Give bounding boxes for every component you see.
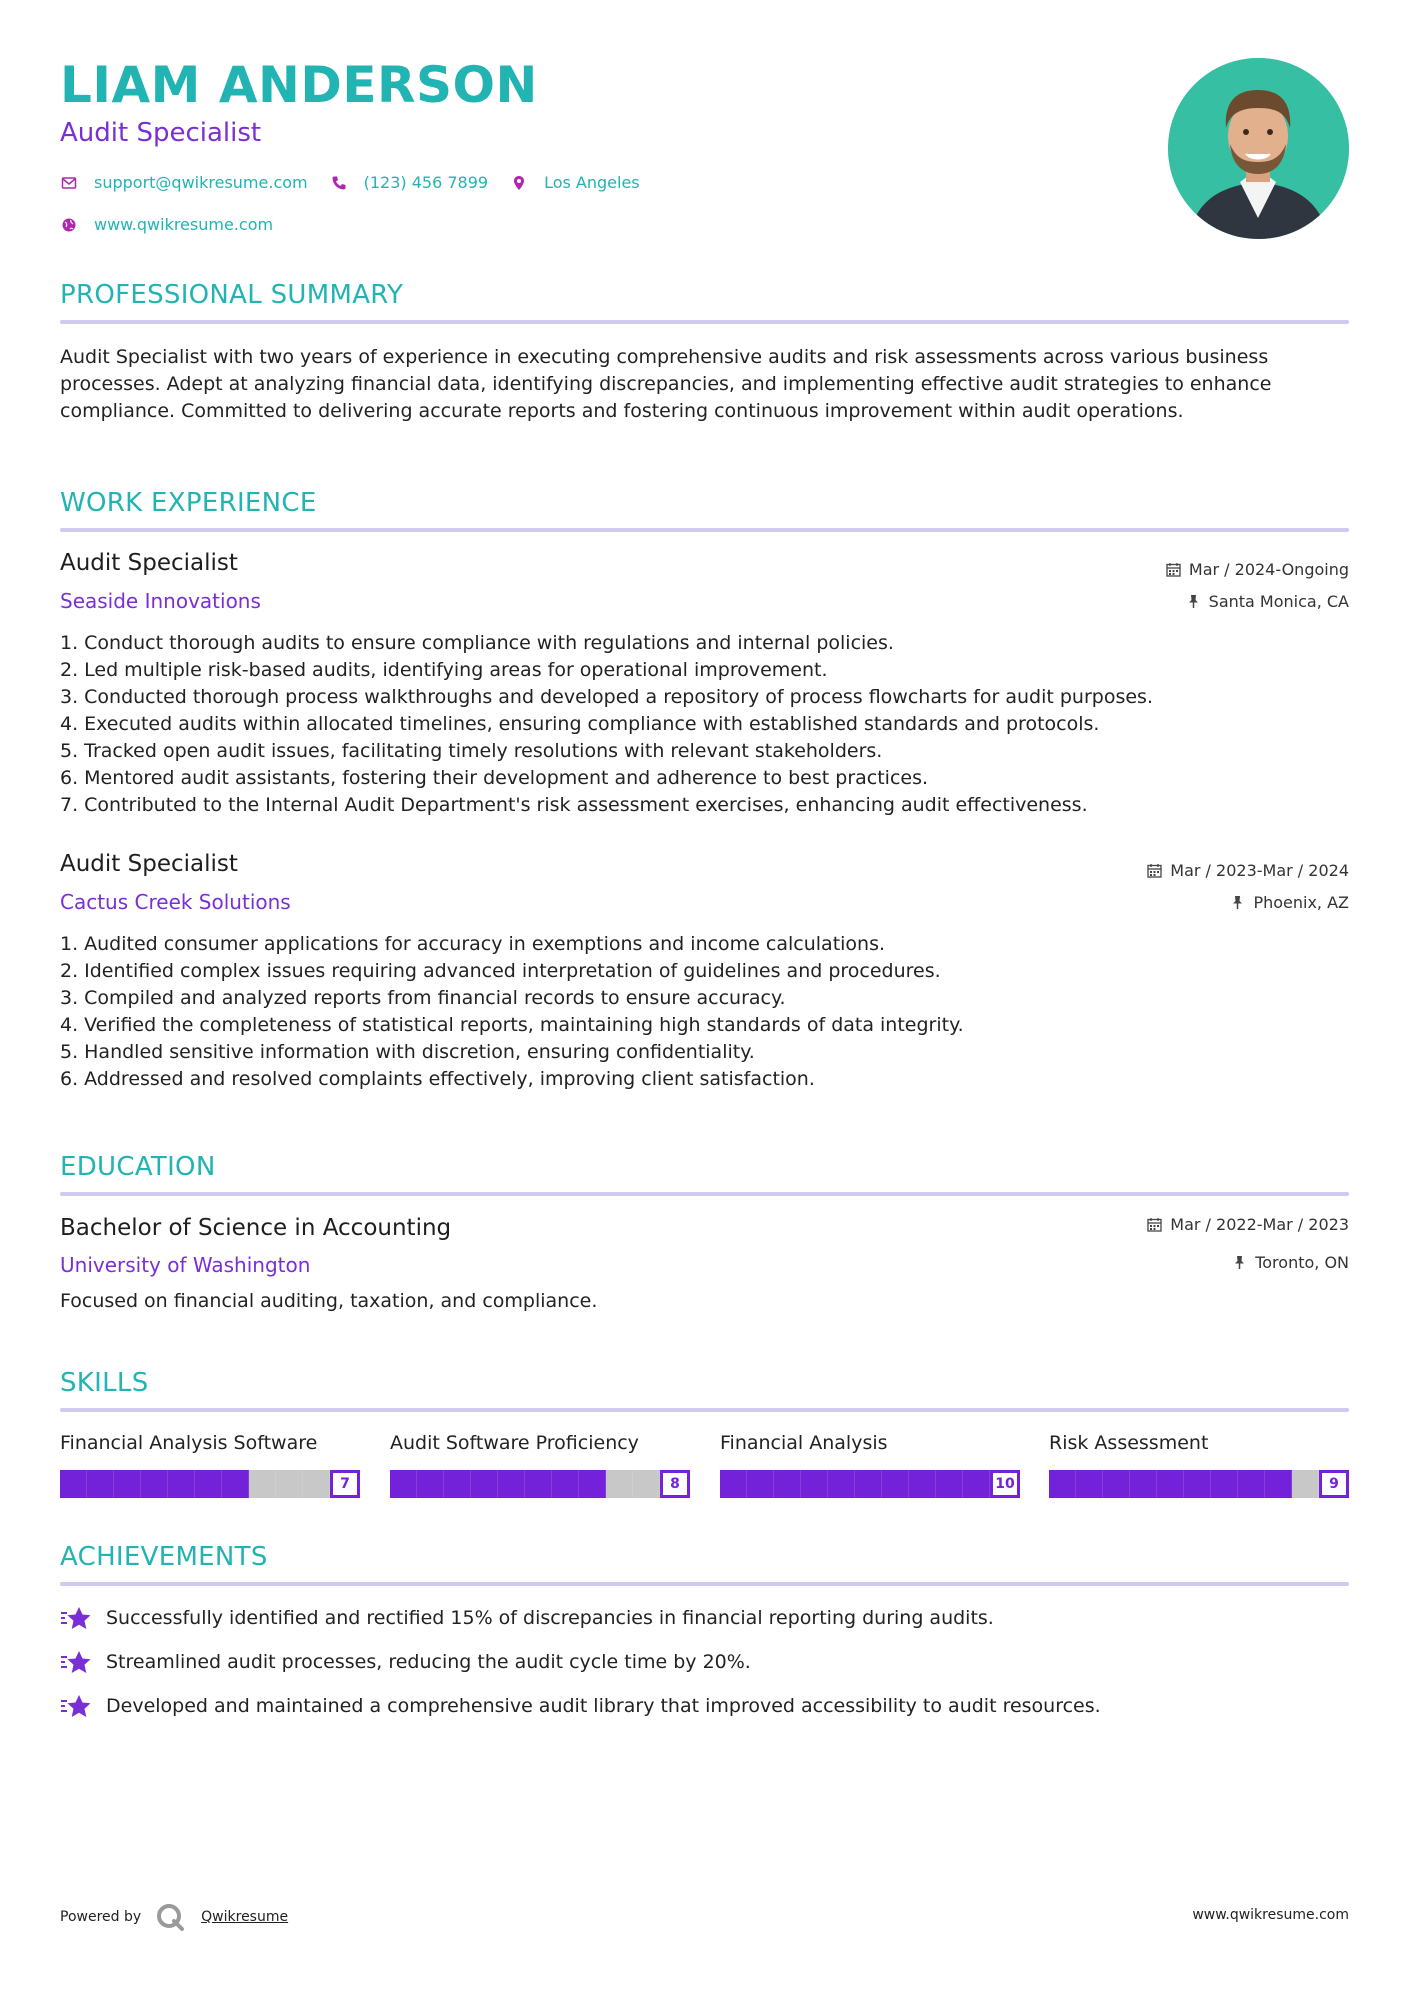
contact-email[interactable]: [60, 173, 308, 192]
education-description: Focused on financial auditing, taxation, and compliance.: [60, 1290, 598, 1312]
education-heading: EDUCATION: [60, 1152, 216, 1182]
job-company: Seaside Innovations: [60, 589, 261, 613]
list-number: 6.: [60, 1068, 79, 1090]
job-dates: [1166, 560, 1349, 579]
skill-segment: [882, 1470, 909, 1498]
map-pin-icon: [510, 174, 528, 192]
section-divider: [60, 528, 1349, 532]
skill-segment: [1076, 1470, 1103, 1498]
list-item: [60, 1012, 1340, 1039]
skill-item: [390, 1432, 690, 1492]
list-item: [60, 630, 1340, 657]
list-item-text: Conduct thorough audits to ensure compliance with regulations and internal policies.: [84, 632, 894, 654]
contact-row: [60, 173, 662, 192]
experience-section: [60, 488, 1349, 532]
list-item-text: Verified the completeness of statistical reports, maintaining high standards of data integrity.: [84, 1014, 964, 1036]
skill-segment: [1103, 1470, 1130, 1498]
skills-section: [60, 1368, 1349, 1412]
phone-text: (123) 456 7899: [363, 173, 489, 192]
list-item-text: Conducted thorough process walkthroughs and developed a repository of process flowcharts for audit purposes.: [84, 686, 1153, 708]
skill-segment: [801, 1470, 828, 1498]
skill-segment: [1049, 1470, 1076, 1498]
list-item-text: Identified complex issues requiring advanced interpretation of guidelines and procedures.: [84, 960, 941, 982]
skill-segment: [249, 1470, 276, 1498]
achievement-text: Successfully identified and rectified 15% of discrepancies in financial reporting during audits.: [106, 1607, 994, 1629]
skill-name: Risk Assessment: [1049, 1432, 1209, 1454]
candidate-name: LIAM ANDERSON: [60, 56, 538, 114]
list-item: [60, 958, 1340, 985]
powered-by-label: Powered by: [60, 1909, 142, 1925]
list-item-text: Compiled and analyzed reports from financial records to ensure accuracy.: [84, 987, 786, 1009]
list-number: 7.: [60, 794, 79, 816]
list-number: 5.: [60, 1041, 79, 1063]
list-item: [60, 1066, 1340, 1093]
achievements-section: [60, 1542, 1349, 1586]
contact-location: [510, 173, 640, 192]
list-item: [60, 985, 1340, 1012]
skill-level-badge: 8: [660, 1470, 690, 1498]
list-item-text: Led multiple risk-based audits, identifying areas for operational improvement.: [84, 659, 828, 681]
skill-segment: [963, 1470, 990, 1498]
globe-icon: [60, 216, 78, 234]
email-text: support@qwikresume.com: [94, 173, 308, 192]
list-number: 2.: [60, 960, 79, 982]
skill-name: Financial Analysis Software: [60, 1432, 318, 1454]
qwikresume-logo-icon: [155, 1902, 185, 1932]
summary-heading: PROFESSIONAL SUMMARY: [60, 280, 404, 310]
skill-segment: [222, 1470, 249, 1498]
list-item: [60, 684, 1340, 711]
list-item: [60, 657, 1340, 684]
summary-section: [60, 280, 1349, 324]
skill-segment: [909, 1470, 936, 1498]
job-location: [1230, 893, 1349, 912]
envelope-icon: [60, 174, 78, 192]
contact-phone[interactable]: [330, 173, 488, 192]
calendar-icon: [1147, 863, 1162, 878]
skill-segment: [390, 1470, 417, 1498]
list-item: [60, 765, 1340, 792]
skill-segment: [168, 1470, 195, 1498]
section-divider: [60, 1192, 1349, 1196]
skill-segment: [1292, 1470, 1319, 1498]
pushpin-icon: [1186, 594, 1201, 609]
list-item-text: Handled sensitive information with discretion, ensuring confidentiality.: [84, 1041, 755, 1063]
location-text: Phoenix, AZ: [1253, 893, 1349, 912]
job-duties-list: [60, 630, 1340, 819]
list-item: [60, 792, 1340, 819]
skill-segment: [855, 1470, 882, 1498]
skills-heading: SKILLS: [60, 1368, 149, 1398]
list-number: 6.: [60, 767, 79, 789]
footer-website[interactable]: www.qwikresume.com: [1192, 1907, 1349, 1923]
list-number: 1.: [60, 933, 79, 955]
list-item: [60, 1039, 1340, 1066]
job-duties-list: [60, 931, 1340, 1093]
list-item-text: Mentored audit assistants, fostering their development and adherence to best practices.: [84, 767, 929, 789]
star-icon: [60, 1693, 92, 1719]
skill-level-bar: [720, 1470, 1020, 1498]
list-number: 1.: [60, 632, 79, 654]
list-item: [60, 931, 1340, 958]
skill-segment: [303, 1470, 330, 1498]
section-divider: [60, 1408, 1349, 1412]
list-number: 2.: [60, 659, 79, 681]
brand-link[interactable]: Qwikresume: [201, 1909, 289, 1925]
skill-segment: [1211, 1470, 1238, 1498]
skill-segment: [525, 1470, 552, 1498]
profile-photo: [1168, 58, 1349, 239]
school-name: University of Washington: [60, 1253, 311, 1277]
star-icon: [60, 1605, 92, 1631]
list-number: 5.: [60, 740, 79, 762]
job-title: Audit Specialist: [60, 550, 238, 576]
calendar-icon: [1147, 1217, 1162, 1232]
section-divider: [60, 320, 1349, 324]
skill-segment: [444, 1470, 471, 1498]
list-number: 3.: [60, 686, 79, 708]
skill-segment: [195, 1470, 222, 1498]
location-text: Santa Monica, CA: [1208, 592, 1349, 611]
skill-segment: [141, 1470, 168, 1498]
candidate-role: Audit Specialist: [60, 118, 262, 148]
skill-segment: [1238, 1470, 1265, 1498]
skill-segment: [552, 1470, 579, 1498]
skill-segment: [276, 1470, 303, 1498]
skill-level-badge: 9: [1319, 1470, 1349, 1498]
achievement-item: [60, 1693, 1101, 1719]
achievement-text: Developed and maintained a comprehensive audit library that improved accessibility to audit resources.: [106, 1695, 1101, 1717]
achievement-item: [60, 1605, 994, 1631]
achievements-heading: ACHIEVEMENTS: [60, 1542, 268, 1572]
list-item-text: Tracked open audit issues, facilitating timely resolutions with relevant stakeholders.: [84, 740, 883, 762]
list-item-text: Audited consumer applications for accuracy in exemptions and income calculations.: [84, 933, 886, 955]
skill-segment: [936, 1470, 963, 1498]
skill-segment: [471, 1470, 498, 1498]
skill-level-badge: 7: [330, 1470, 360, 1498]
skill-segment: [498, 1470, 525, 1498]
education-location: [1232, 1253, 1349, 1272]
job-title: Audit Specialist: [60, 851, 238, 877]
dates-text: Mar / 2022-Mar / 2023: [1170, 1215, 1349, 1234]
skill-segment: [720, 1470, 747, 1498]
achievement-item: [60, 1649, 751, 1675]
skill-segment: [1265, 1470, 1292, 1498]
skill-segment: [417, 1470, 444, 1498]
section-divider: [60, 1582, 1349, 1586]
skill-segment: [114, 1470, 141, 1498]
dates-text: Mar / 2024-Ongoing: [1188, 560, 1349, 579]
footer-branding: [60, 1902, 288, 1932]
job-dates: [1147, 861, 1349, 880]
skill-segment: [633, 1470, 660, 1498]
location-text: Toronto, ON: [1255, 1253, 1349, 1272]
contact-row-2: [60, 215, 295, 234]
achievement-text: Streamlined audit processes, reducing the audit cycle time by 20%.: [106, 1651, 751, 1673]
job-company: Cactus Creek Solutions: [60, 890, 291, 914]
list-item-text: Addressed and resolved complaints effectively, improving client satisfaction.: [84, 1068, 815, 1090]
skill-level-badge: 10: [990, 1470, 1020, 1498]
skill-segment: [60, 1470, 87, 1498]
degree-title: Bachelor of Science in Accounting: [60, 1215, 452, 1241]
dates-text: Mar / 2023-Mar / 2024: [1170, 861, 1349, 880]
education-dates: [1147, 1215, 1349, 1234]
website-text: www.qwikresume.com: [94, 215, 274, 234]
skill-segment: [1184, 1470, 1211, 1498]
education-section: [60, 1152, 1349, 1196]
skill-level-bar: [60, 1470, 360, 1498]
skill-segment: [579, 1470, 606, 1498]
list-number: 4.: [60, 713, 79, 735]
job-location: [1186, 592, 1349, 611]
phone-icon: [330, 174, 348, 192]
skill-name: Financial Analysis: [720, 1432, 888, 1454]
list-item-text: Contributed to the Internal Audit Department's risk assessment exercises, enhancing audit effectiveness.: [84, 794, 1088, 816]
skill-level-bar: [390, 1470, 690, 1498]
skill-item: [1049, 1432, 1349, 1492]
contact-website[interactable]: [60, 215, 273, 234]
skill-item: [60, 1432, 360, 1492]
skill-segment: [774, 1470, 801, 1498]
list-item: [60, 711, 1340, 738]
list-number: 4.: [60, 1014, 79, 1036]
skill-name: Audit Software Proficiency: [390, 1432, 639, 1454]
skill-segment: [87, 1470, 114, 1498]
skill-segment: [606, 1470, 633, 1498]
list-item-text: Executed audits within allocated timelines, ensuring compliance with established standards and protocols.: [84, 713, 1100, 735]
skill-segment: [1157, 1470, 1184, 1498]
summary-text: Audit Specialist with two years of experience in executing comprehensive audits and risk assessments across various business processes. Adept at analyzing financial data, identifying discrepancies, and implementing effective audit strategies to enhance compliance. Committed to delivering accurate reports and fostering continuous improvement within audit operations.: [60, 346, 1272, 422]
skill-segment: [747, 1470, 774, 1498]
pushpin-icon: [1232, 1255, 1247, 1270]
skill-segment: [1130, 1470, 1157, 1498]
skill-level-bar: [1049, 1470, 1349, 1498]
calendar-icon: [1166, 562, 1181, 577]
pushpin-icon: [1230, 895, 1245, 910]
location-text: Los Angeles: [544, 173, 640, 192]
list-item: [60, 738, 1340, 765]
list-number: 3.: [60, 987, 79, 1009]
experience-heading: WORK EXPERIENCE: [60, 488, 317, 518]
skill-item: [720, 1432, 1020, 1492]
skill-segment: [828, 1470, 855, 1498]
star-icon: [60, 1649, 92, 1675]
